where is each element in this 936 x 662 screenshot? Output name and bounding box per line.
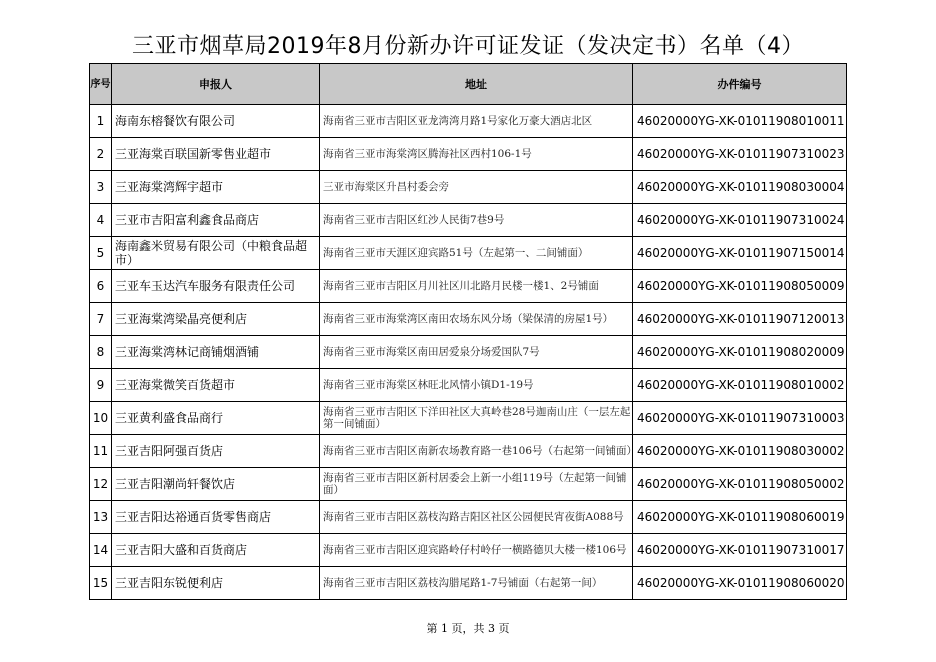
cell-applicant: 三亚黄利盛食品商行 xyxy=(112,402,320,435)
cell-seq: 7 xyxy=(90,303,112,336)
cell-code: 46020000YG-XK-01011907310017 xyxy=(633,534,847,567)
cell-address: 海南省三亚市吉阳区亚龙湾湾月路1号家化万豪大酒店北区 xyxy=(320,105,633,138)
cell-seq: 8 xyxy=(90,336,112,369)
cell-code: 46020000YG-XK-01011908060019 xyxy=(633,501,847,534)
cell-applicant: 三亚海棠湾林记商铺烟酒铺 xyxy=(112,336,320,369)
table-row xyxy=(90,138,847,171)
cell-code: 46020000YG-XK-01011908030004 xyxy=(633,171,847,204)
cell-seq: 10 xyxy=(90,402,112,435)
table-row xyxy=(90,237,847,270)
cell-address: 海南省三亚市吉阳区新村居委会上新一小组119号（左起第一间铺面） xyxy=(320,468,633,501)
cell-applicant: 三亚吉阳大盛和百货商店 xyxy=(112,534,320,567)
cell-applicant: 三亚吉阳达裕通百货零售商店 xyxy=(112,501,320,534)
table-row xyxy=(90,567,847,600)
cell-address: 海南省三亚市吉阳区红沙人民街7巷9号 xyxy=(320,204,633,237)
cell-seq: 11 xyxy=(90,435,112,468)
cell-code: 46020000YG-XK-01011907150014 xyxy=(633,237,847,270)
table-row xyxy=(90,468,847,501)
cell-address: 海南省三亚市吉阳区下洋田社区大真岭巷28号迦南山庄（一层左起第一间铺面） xyxy=(320,402,633,435)
cell-applicant: 三亚海棠湾梁晶亮便利店 xyxy=(112,303,320,336)
cell-address: 三亚市海棠区升昌村委会旁 xyxy=(320,171,633,204)
cell-applicant: 三亚海棠湾辉宇超市 xyxy=(112,171,320,204)
table-row xyxy=(90,204,847,237)
table-row xyxy=(90,303,847,336)
cell-applicant: 海南东榕餐饮有限公司 xyxy=(112,105,320,138)
cell-applicant: 三亚吉阳潮尚轩餐饮店 xyxy=(112,468,320,501)
cell-seq: 9 xyxy=(90,369,112,402)
cell-address: 海南省三亚市海棠湾区腾海社区西村106-1号 xyxy=(320,138,633,171)
table-row xyxy=(90,336,847,369)
cell-seq: 2 xyxy=(90,138,112,171)
table-row xyxy=(90,435,847,468)
table-row xyxy=(90,105,847,138)
cell-applicant: 三亚市吉阳富利鑫食品商店 xyxy=(112,204,320,237)
cell-seq: 14 xyxy=(90,534,112,567)
license-table xyxy=(89,63,847,600)
cell-code: 46020000YG-XK-01011908050002 xyxy=(633,468,847,501)
cell-code: 46020000YG-XK-01011907120013 xyxy=(633,303,847,336)
cell-code: 46020000YG-XK-01011907310024 xyxy=(633,204,847,237)
cell-code: 46020000YG-XK-01011907310023 xyxy=(633,138,847,171)
cell-seq: 6 xyxy=(90,270,112,303)
table-row xyxy=(90,369,847,402)
cell-address: 海南省三亚市海棠区林旺北风情小镇D1-19号 xyxy=(320,369,633,402)
table-header-row xyxy=(90,64,847,105)
page-title: 三亚市烟草局2019年8月份新办许可证发证（发决定书）名单（4） xyxy=(132,34,804,59)
cell-applicant: 三亚海棠微笑百货超市 xyxy=(112,369,320,402)
cell-address: 海南省三亚市海棠区南田居爱泉分场爱国队7号 xyxy=(320,336,633,369)
cell-seq: 1 xyxy=(90,105,112,138)
cell-seq: 13 xyxy=(90,501,112,534)
cell-applicant: 三亚吉阳阿强百货店 xyxy=(112,435,320,468)
cell-address: 海南省三亚市吉阳区荔枝沟腊尾路1-7号铺面（右起第一间） xyxy=(320,567,633,600)
cell-address: 海南省三亚市天涯区迎宾路51号（左起第一、二间铺面） xyxy=(320,237,633,270)
cell-seq: 3 xyxy=(90,171,112,204)
cell-code: 46020000YG-XK-01011908030002 xyxy=(633,435,847,468)
cell-code: 46020000YG-XK-01011908060020 xyxy=(633,567,847,600)
cell-applicant: 三亚车玉达汽车服务有限责任公司 xyxy=(112,270,320,303)
cell-address: 海南省三亚市海棠湾区南田农场东风分场（梁保清的房屋1号） xyxy=(320,303,633,336)
cell-address: 海南省三亚市吉阳区迎宾路岭仔村岭仔一横路德贝大楼一楼106号 xyxy=(320,534,633,567)
cell-applicant: 三亚海棠百联国新零售业超市 xyxy=(112,138,320,171)
cell-code: 46020000YG-XK-01011908010002 xyxy=(633,369,847,402)
cell-code: 46020000YG-XK-01011908050009 xyxy=(633,270,847,303)
cell-address: 海南省三亚市吉阳区南新农场教育路一巷106号（右起第一间铺面） xyxy=(320,435,633,468)
cell-address: 海南省三亚市吉阳区月川社区川北路月民楼一楼1、2号铺面 xyxy=(320,270,633,303)
header-seq: 序号 xyxy=(90,64,112,105)
cell-code: 46020000YG-XK-01011907310003 xyxy=(633,402,847,435)
table-row xyxy=(90,402,847,435)
page-footer: 第 1 页，共 3 页 xyxy=(426,622,510,635)
table-row xyxy=(90,501,847,534)
header-address: 地址 xyxy=(320,64,633,105)
header-code: 办件编号 xyxy=(633,64,847,105)
cell-seq: 4 xyxy=(90,204,112,237)
cell-address: 海南省三亚市吉阳区荔枝沟路吉阳区社区公园便民宵夜街A088号 xyxy=(320,501,633,534)
table-row xyxy=(90,171,847,204)
cell-seq: 12 xyxy=(90,468,112,501)
table-row xyxy=(90,270,847,303)
table-row xyxy=(90,534,847,567)
cell-code: 46020000YG-XK-01011908020009 xyxy=(633,336,847,369)
cell-applicant: 海南鑫米贸易有限公司（中粮食品超市） xyxy=(112,237,320,270)
header-applicant: 申报人 xyxy=(112,64,320,105)
cell-seq: 15 xyxy=(90,567,112,600)
cell-code: 46020000YG-XK-01011908010011 xyxy=(633,105,847,138)
cell-seq: 5 xyxy=(90,237,112,270)
cell-applicant: 三亚吉阳东锐便利店 xyxy=(112,567,320,600)
